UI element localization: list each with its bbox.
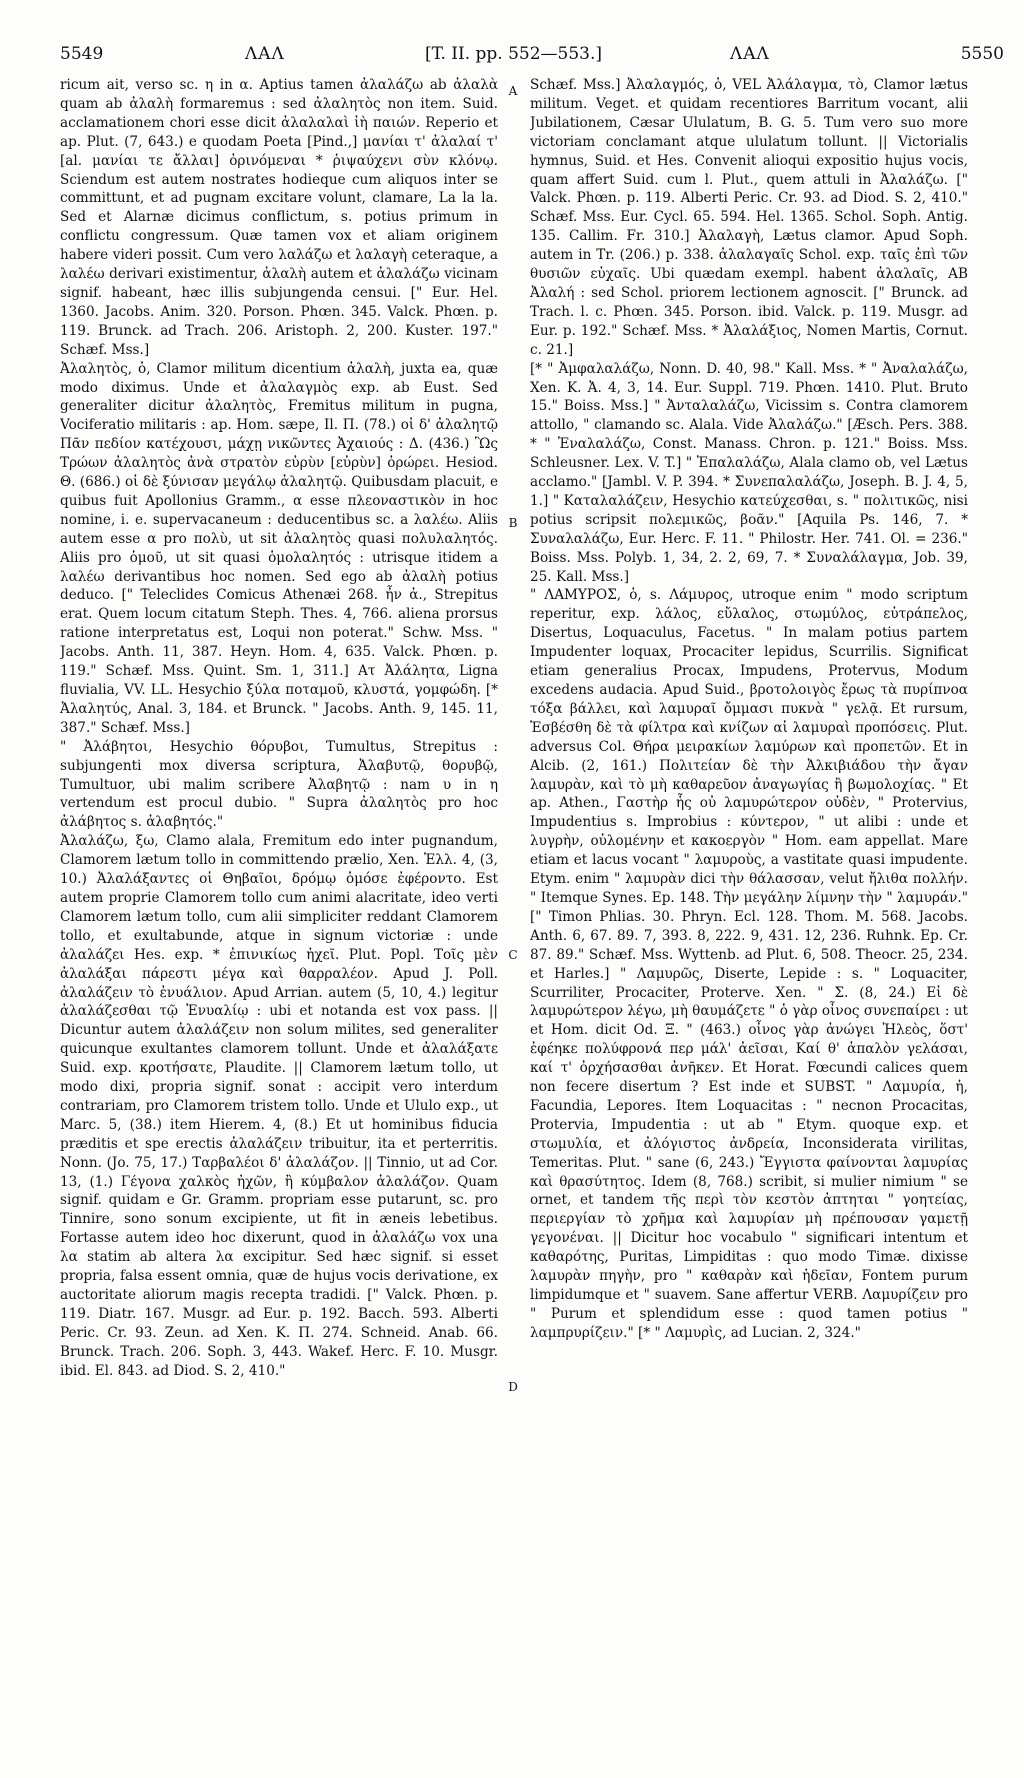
running-headword-right: ΛΑΛ [730,44,770,64]
entry-paragraph: " Ἀλάβητοι, Hesychio θόρυβοι, Tumultus, Strepitus : subjungenti mox diversa scriptura, Ἀλαβυτῷ, θορυβῷ, Tumultuor, ubi malim scribere Ἀλαβητῷ : nam υ in η vertendum est procul dubio. " Supra ἀλαλητὸς pro hoc ἀλάβητος s. ἀλαβητός." [60,738,498,831]
section-marker-b: B [508,516,518,530]
left-column [60,76,498,1716]
right-column [530,76,968,1716]
section-marker-c: C [508,948,518,962]
page-number-left: 5549 [60,44,104,64]
entry-paragraph: Ἀλαλητὸς, ὁ, Clamor militum dicentium ἀλαλὴ, juxta ea, quæ modo diximus. Unde et ἀλαλαγμὸς exp. ab Eust. Sed generaliter dicitur ἀλαλητὸς, Fremitus militum in pugna, Vociferatio militaris : ap. Hom. sæpe, Il. Π. (78.) οἱ δ' ἀλαλητῷ Πᾶν πεδίον κατέχουσι, μάχῃ νικῶντες Ἀχαιούς : Δ. (436.) Ὣς Τρώων ἀλαλητὸς ἀνὰ στρατὸν εὐρὺν [εὐρὺν] ὀρώρει. Hesiod. Θ. (686.) οἱ δὲ ξύνισαν μεγάλῳ ἀλαλητῷ. Quibusdam placuit, e quibus fuit Apollonius Gramm., α esse πλεοναστικὸν in hoc nomine, i. e. supervacaneum : deducentibus sc. a λαλέω. Aliis autem esse α pro πολὺ, ut sit ἀλαλητὸς quasi πολυλαλητός. Aliis pro ὁμοῦ, ut sit quasi ὁμολαλητός : utrisque itidem a λαλέω derivantibus hoc nomen. Sed ego ab ἀλαλὴ potius deduco. [" Teleclides Comicus Athenæi 268. ἦν ἀ., Strepitus erat. Quem locum citatum Steph. Thes. 4, 766. aliena prorsus ratione interpretatus est, Loqui non poterat." Schw. Mss. " Jacobs. Anth. 11, 387. Heyn. Hom. 4, 635. Valck. Phœn. p. 119." Schæf. Mss. Quint. Sm. 1, 311.] Ατ Ἀλάλητα, Ligna fluvialia, VV. LL. Hesychio ξύλα ποταμοῦ, κλυστά, γομφώδη. [* Ἀλαλητύς, Anal. 3, 184. et Brunck. " Jacobs. Anth. 9, 145. 11, 387." Schæf. Mss.] [60,360,498,736]
entry-paragraph: [* " Ἀμφαλαλάζω, Nonn. D. 40, 98." Kall. Mss. * " Ἀναλαλάζω, Xen. K. Ἀ. 4, 3, 14. Eur. Suppl. 719. Phœn. 1410. Plut. Bruto 15." Boiss. Mss.] " Ἀνταλαλάζω, Vicissim s. Contra clamorem attollo, " clamando sc. Alala. Vide Ἀλαλάζω." [Æsch. Pers. 388. * " Ἐναλαλάζω, Const. Manass. Chron. p. 121." Boiss. Mss. Schleusner. Lex. V. T.] " Ἐπαλαλάζω, Alala clamo ob, vel Lætus acclamo." [Jambl. V. P. 394. * Συνεπαλαλάζω, Joseph. B. J. 4, 5, 1.] " Καταλαλάζειν, Hesychio κατεύχεσθαι, s. " πολιτικῶς, nisi potius scripsit πολεμικῶς, βοᾶν." [Aquila Ps. 146, 7. * Συναλαλάζω, Eur. Herc. F. 11. " Philostr. Her. 741. Ol. = 236." Boiss. Mss. Polyb. 1, 34, 2. 2, 69, 7. * Συναλάλαγμα, Job. 39, 25. Kall. Mss.] [530,360,968,585]
section-marker-d: D [508,1380,518,1394]
section-marker-a: A [508,84,518,98]
entry-paragraph: ricum ait, verso sc. η in α. Aptius tamen ἀλαλάζω ab ἀλαλὰ quam ab ἀλαλὴ formaremus : sed ἀλαλητὸς non item. Suid. acclamationem chori esse dicit ἀλαλαλαὶ ἰὴ παιών. Reperio et ap. Plut. (7, 643.) e quodam Poeta [Pind.,] μανίαι τ' ἀλαλαί τ' [al. μανίαι τε ἄλλαι] ὀρινόμεναι * ῥιψαύχενι σὺν κλόνῳ. Sciendum est autem nostrates hodieque cum aliquos inter se committunt, et ad pugnam excitare volunt, clamare, La la la. Sed et Alarnæ dicimus conflictum, s. potius primum in conflictu congressum. Quæ tamen vox et aliam originem habere videri possit. Cum vero λαλάζω et λαλαγὴ ceteraque, a λαλέω derivari existimentur, ἀλαλὴ autem et ἀλαλάζω vicinam signif. habeant, hæc illis subjungenda censui. [" Eur. Hel. 1360. Jacobs. Anim. 320. Porson. Phœn. 345. Valck. Phœn. p. 119. Brunck. ad Trach. 206. Aristoph. 2, 200. Kuster. 197." Schæf. Mss.] [60,77,498,358]
entry-paragraph: Ἀλαλάζω, ξω, Clamo alala, Fremitum edo inter pugnandum, Clamorem lætum tollo in committendo prælio, Xen. Ἑλλ. 4, (3, 10.) Ἀλαλάξαντες οἱ Θηβαῖοι, δρόμῳ ὁμόσε ἐφέροντο. Est autem proprie Clamorem tollo cum animi alacritate, ideo verti Clamorem lætum tollo, cum alii simpliciter reddant Clamorem tollo, et exultabunde, atque in signum victoriæ : unde ἀλαλάζει Hes. exp. * ἐπινικίως ἠχεῖ. Plut. Popl. Τοῖς μὲν ἀλαλάξαι πάρεστι μέγα καὶ θαρραλέον. Apud J. Poll. ἀλαλάζειν τὸ ἐνυάλιον. Apud Arrian. autem (5, 10, 4.) legitur ἀλαλάζεσθαι τῷ Ἐνυαλίῳ : ubi et notanda est vox pass. || Dicuntur autem ἀλαλάζειν non solum milites, sed generaliter quicunque exultantes clamorem tollunt. Unde et ἀλαλάξατε Suid. exp. κροτήσατε, Plaudite. || Clamorem lætum tollo, ut modo dixi, propria signif. sonat : accipit vero interdum contrariam, pro Clamorem tristem tollo. Unde et Ululo exp., ut Marc. 5, (38.) item Hierem. 4, (8.) Et ut hominibus fiducia præditis et spe erectis ἀλαλάζειν tribuitur, ita et perterritis. Nonn. (Jo. 75, 17.) Ταρβαλέοι δ' ἀλαλάζον. || Tinnio, ut ad Cor. 13, (1.) Γέγονα χαλκὸς ἠχῶν, ἢ κύμβαλον ἀλαλάζον. Quam signif. quidam e Gr. Gramm. propriam esse putarunt, sc. pro Tinnire, sono sonum excipiente, ut fit in æneis lebetibus. Fortasse autem ideo hoc dixerunt, quod in ἀλαλάζω vox una λα statim ab altera λα excipitur. Sed hæc signif. si esset propria, falsa essent omnia, quæ de hujus vocis derivatione, ex auctoritate aliorum magis recepta tradidi. [" Valck. Phœn. p. 119. Diatr. 167. Musgr. ad Eur. p. 192. Bacch. 593. Alberti Peric. Cr. 93. Zeun. ad Xen. K. Π. 274. Schneid. Anab. 66. Brunck. Trach. 206. Soph. 3, 443. Wakef. Herc. F. 10. Musgr. ibid. El. 843. ad Diod. S. 2, 410." [60,833,498,1379]
page-header [60,40,1004,68]
page-number-right: 5550 [960,44,1004,64]
entry-paragraph: Schæf. Mss.] Ἀλαλαγμός, ὁ, VEL Ἀλάλαγμα, τὸ, Clamor lætus militum. Veget. et quidam recentiores Barritum vocant, alii Jubilationem, Cæsar Ululatum, B. G. 5. Tum vero suo more victoriam conclamant atque ululatum tollunt. || Victorialis hymnus, Suid. et Hes. Convenit alioqui expositio hujus vocis, quam affert Suid. cum l. Plut., quem attuli in Ἀλαλάζω. [" Valck. Phœn. p. 119. Alberti Peric. Cr. 93. ad Diod. S. 2, 410." Schæf. Mss. Eur. Cycl. 65. 594. Hel. 1365. Schol. Soph. Antig. 135. Callim. Fr. 310.] Ἀλαλαγὴ, Lætus clamor. Apud Soph. autem in Tr. (206.) p. 338. ἀλαλαγαῖς Schol. exp. ταῖς ἐπὶ τῶν θυσιῶν εὐχαῖς. Ubi quædam exempl. habent ἀλαλαῖς, AB Ἀλαλή : sed Schol. priorem lectionem agnoscit. [" Brunck. ad Trach. l. c. Phœn. 345. Porson. ibid. Valck. p. 119. Musgr. ad Eur. p. 192." Schæf. Mss. * Ἀλαλάξιος, Nomen Martis, Cornut. c. 21.] [530,77,968,358]
entry-paragraph: " ΛΑΜΥΡΟΣ, ὁ, s. Λάμυρος, utroque enim " modo scriptum reperitur, exp. λάλος, εὔλαλος, στωμύλος, εὐτράπελος, Disertus, Loquaculus, Facetus. " In malam potius partem Impudenter loquax, Procaciter lepidus, Scurrilis. Significat etiam generalius Procax, Impudens, Protervus, Modum excedens audacia. Apud Suid., βροτολοιγὸς ἔρως τὰ πυρίπνοα τόξα βάλλει, καὶ λαμυραῖ ὄμμασι πυκνὰ " γελᾷ. Et rursum, Ἐσβέσθη δὲ τὰ φίλτρα καὶ κνίζων αἱ λαμυραὶ προπόσεις. Plut. adversus Col. Θήρα μειρακίων λαμύρων καὶ προπετῶν. Et in Alcib. (2, 161.) Πολιτείαν δὲ τὴν Ἀλκιβιάδου τὴν ἄγαν λαμυρὰν, καὶ τὸ μὴ καθαρεῦον ἀναγωγίας ἢ βωμολοχίας. " Et ap. Athen., Γαστὴρ ἧς οὐ λαμυρώτερον οὐδὲν, " Protervius, Impudentius s. Improbius : κύντερον, " ut alibi : unde et λυγρὴν, οὐλομένην et κακοεργὸν " Hom. eam appellat. Mare etiam et lacus vocant " λαμυροὺς, a vastitate quasi impudente. Etym. enim " λαμυρὰν dici τὴν θάλασσαν, velut ἤλιθα πολλήν. " Itemque Synes. Ep. 148. Τὴν μεγάλην λίμνην τὴν " λαμυράν." [" Timon Phlias. 30. Phryn. Ecl. 128. Thom. M. 568. Jacobs. Anth. 6, 67. 89. 7, 393. 8, 222. 9, 431. 12, 236. Ruhnk. Ep. Cr. 87. 89." Schæf. Mss. Wyttenb. ad Plut. 6, 508. Theocr. 25, 234. et Harles.] " Λαμυρῶς, Diserte, Lepide : s. " Loquaciter, Scurriliter, Procaciter, Proterve. Xen. " Σ. (8, 24.) Εἰ δὲ λαμυρώτερον λέγω, μὴ θαυμάζετε " ὁ γὰρ οἶνος συνεπαίρει : ut et Hom. dicit Od. Ξ. " (463.) οἶνος γὰρ ἀνώγει Ἠλεὸς, ὅστ' ἐφέηκε πολύφρονά περ μάλ' ἀεῖσαι, Καί θ' ἁπαλὸν γελάσαι, καί τ' ὀρχήσασθαι ἀνῆκεν. Et Horat. Fœcundi calices quem non fecere disertum ? Est inde et SUBST. " Λαμυρία, ἡ, Facundia, Lepores. Item Loquacitas : " necnon Procacitas, Protervia, Impudentia : ut ab " Etym. quoque exp. et στωμυλία, et ἀλόγιστος ἀνδρεία, Inconsiderata virilitas, Temeritas. Plut. " sane (6, 243.) Ἔγγιστα φαίνονται λαμυρίας καὶ θρασύτητος. Idem (8, 768.) scribit, si mulier nimium " se ornet, et tandem τῆς περὶ τὸν κεστὸν ἀπτηται " γοητείας, περιεργίαν τὸ χρῆμα καὶ λαμυρίαν μὴ πρέπουσαν γαμετῇ γεγονέναι. || Dicitur hoc vocabulo " significari intentum et καθαρότης, Puritas, Limpiditas : quo modo Timæ. dixisse λαμυρὰν πηγὴν, pro " καθαρὰν καὶ ἡδεῖαν, Fontem purum limpidumque et " suavem. Sane affertur VERB. Λαμυρίζειν pro " Purum et splendidum esse : quod tamen potius " λαμπρυρίζειν." [* " Λαμυρὶς, ad Lucian. 2, 324." [530,587,968,1341]
running-headword-left: ΛΑΛ [245,44,285,64]
volume-reference: [T. II. pp. 552—553.] [425,44,603,64]
